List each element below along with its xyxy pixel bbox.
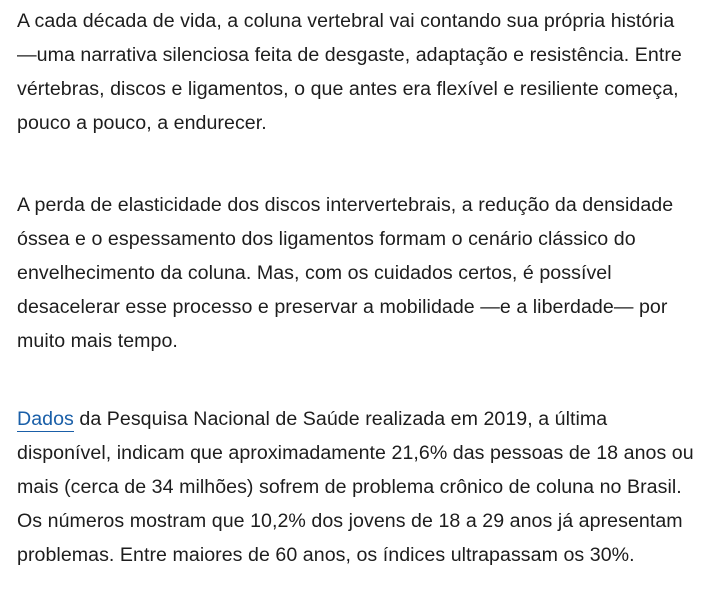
paragraph-envelhecimento: A perda de elasticidade dos discos intervertebrais, a redução da densidade óssea e o espessamento dos ligamentos formam o cenário clássico do envelhecimento da coluna. Mas, com os cuidados certos, é possível desacelerar esse processo e preservar a mobilidade —e a liberdade— por muito mais tempo. [17,194,674,352]
paragraph-decadas: A cada década de vida, a coluna vertebral vai contando sua própria história —uma narrativa silenciosa feita de desgaste, adaptação e resistência. Entre vértebras, discos e ligamentos, o que antes era flexível e resiliente começa, pouco a pouco, a endurecer. [17,10,682,134]
dados-link[interactable]: Dados [17,408,74,430]
paragraph-dados-text: da Pesquisa Nacional de Saúde realizada em 2019, a última disponível, indicam que aproximadamente 21,6% das pessoas de 18 anos ou mais (cerca de 34 milhões) sofrem de problema crônico de coluna no Brasil. Os números mostram que 10,2% dos jovens de 18 a 29 anos já apresentam problemas. Entre maiores de 60 anos, os índices ultrapassam os 30%. [17,408,694,566]
paragraph-dados [17,402,697,572]
